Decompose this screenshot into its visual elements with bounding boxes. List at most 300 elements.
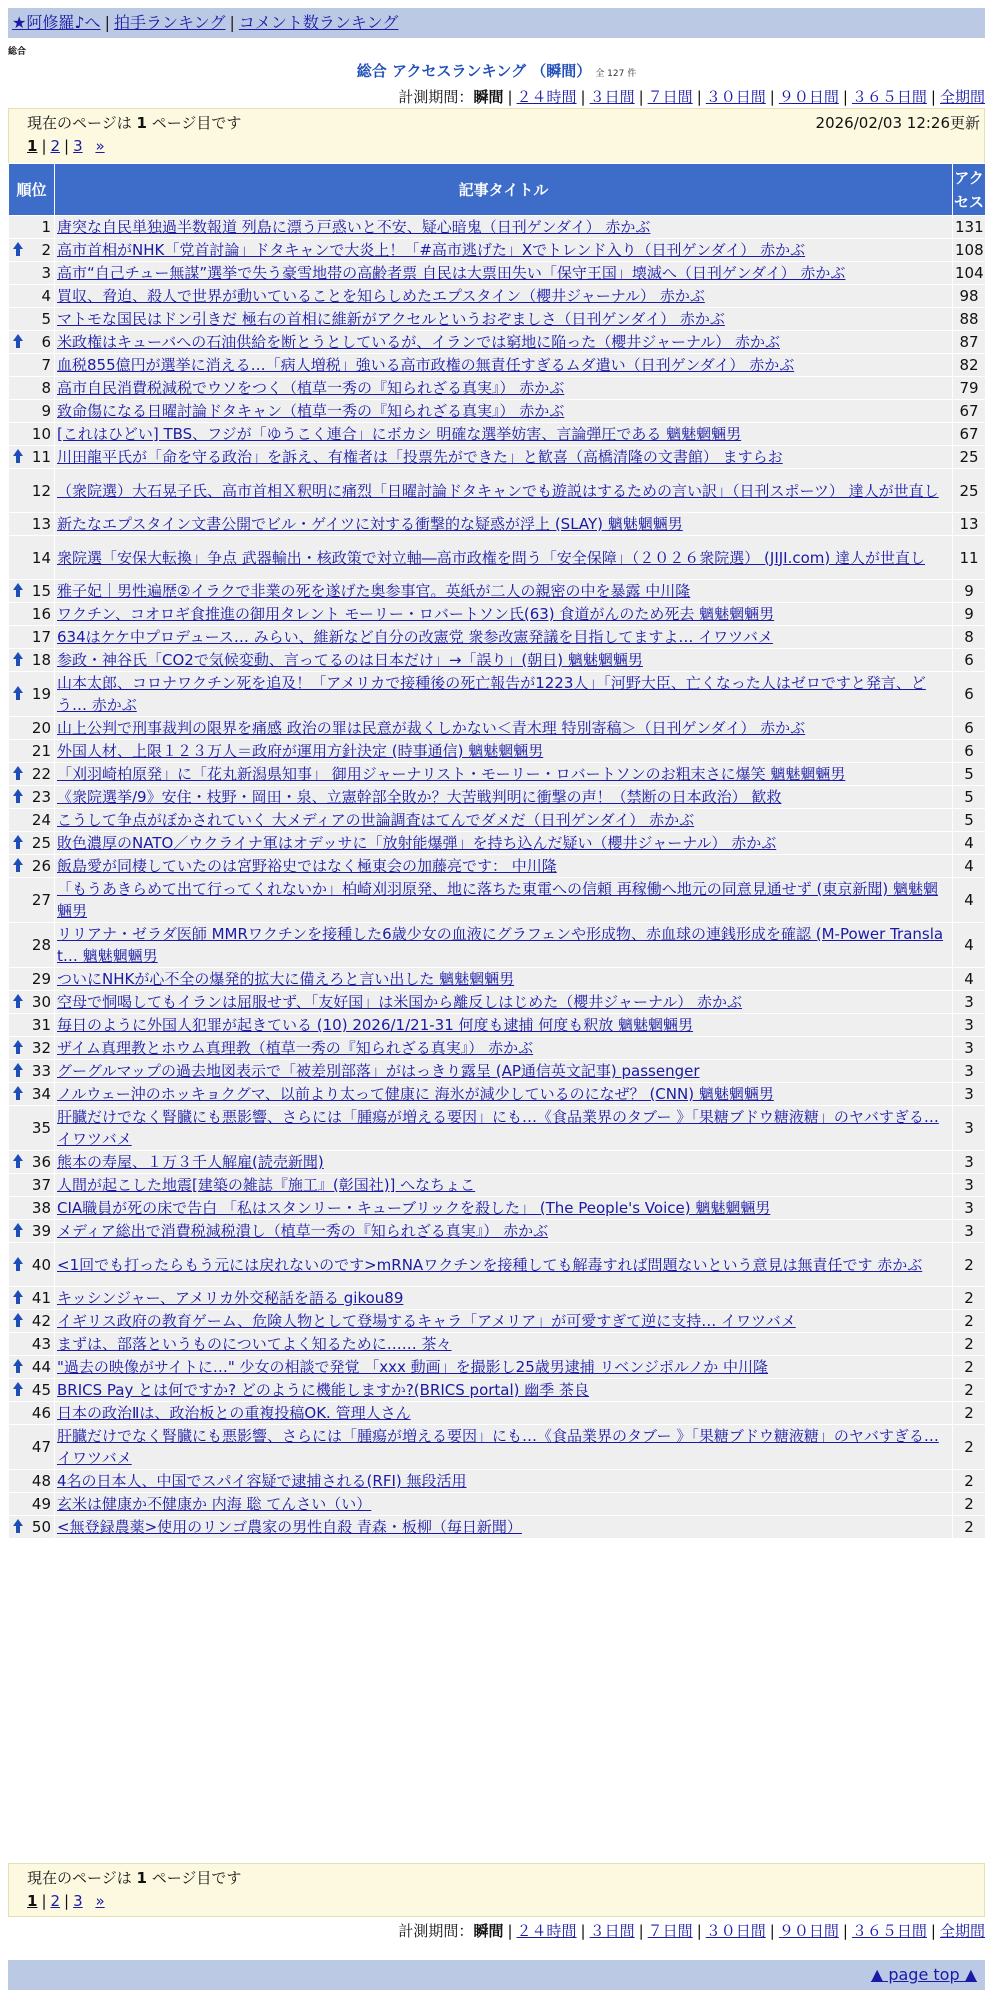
- access-count: 3: [953, 991, 986, 1014]
- table-row: [9, 717, 986, 740]
- article-title-link[interactable]: 日本の政治Ⅱは、政治板との重複投稿OK. 管理人さん: [57, 1404, 411, 1422]
- rank-cell: [9, 1106, 55, 1151]
- table-row: [9, 1470, 986, 1493]
- table-row: [9, 1106, 986, 1151]
- period-selector-bottom: 計測期間：瞬間 | ２４時間 | ３日間 | ７日間 | ３０日間 | ９０日間 | ３６５日間 | 全期間: [398, 1922, 985, 1940]
- article-title-link[interactable]: <無登録農薬>使用のリンゴ農家の男性自殺 青森・板柳（毎日新聞）: [57, 1518, 522, 1536]
- article-title-link[interactable]: メディア総出で消費税減税潰し（植草一秀の『知られざる真実』） 赤かぶ: [57, 1222, 549, 1240]
- table-row: [9, 1151, 986, 1174]
- rank-number: 23: [31, 788, 51, 806]
- title-cell: [55, 1287, 953, 1310]
- article-title-link[interactable]: CIA職員が死の床で告白 「私はスタンリー・キューブリックを殺した」 (The People's Voice) 魑魅魍魎男: [57, 1199, 771, 1217]
- rank-cell: [9, 626, 55, 649]
- title-cell: [55, 809, 953, 832]
- rank-cell: [9, 513, 55, 536]
- article-title-link[interactable]: BRICS Pay とは何ですか? どのように機能しますか?(BRICS portal) 幽季 茶良: [57, 1381, 590, 1399]
- rank-cell: [9, 763, 55, 786]
- article-title-link[interactable]: 高市首相がNHK「党首討論」ドタキャンで大炎上！「#高市逃げた」Xでトレンド入り（日刊ゲンダイ） 赤かぶ: [57, 241, 806, 259]
- title-cell: [55, 400, 953, 423]
- title-cell: [55, 1470, 953, 1493]
- title-cell: [55, 1174, 953, 1197]
- access-count: 4: [953, 878, 986, 923]
- page-link-2[interactable]: 2: [50, 1892, 61, 1910]
- rank-number: 22: [31, 765, 51, 783]
- current-page-number: 1: [136, 114, 147, 132]
- access-count: 88: [953, 308, 986, 331]
- access-count: 4: [953, 832, 986, 855]
- period-link-90d[interactable]: ９０日間: [778, 1922, 839, 1940]
- article-title-link[interactable]: 《衆院選挙/9》安住・枝野・岡田・泉、立憲幹部全敗か？大苦戦判明に衝撃の声！（禁断の日本政治） 歓救: [57, 788, 782, 806]
- rank-number: 19: [31, 685, 51, 703]
- title-cell: [55, 216, 953, 239]
- article-title-link[interactable]: 毎日のように外国人犯罪が起きている (10) 2026/1/21-31 何度も逮捕 何度も釈放 魑魅魍魎男: [57, 1016, 694, 1034]
- period-link-365d[interactable]: ３６５日間: [851, 1922, 927, 1940]
- rank-number: 39: [31, 1222, 51, 1240]
- access-count: 5: [953, 786, 986, 809]
- rank-cell: [9, 239, 55, 262]
- rank-number: 42: [31, 1312, 51, 1330]
- access-count: 108: [953, 239, 986, 262]
- rank-number: 7: [41, 356, 51, 374]
- access-count: 98: [953, 285, 986, 308]
- access-count: 3: [953, 1014, 986, 1037]
- access-count: 3: [953, 1083, 986, 1106]
- article-title-link[interactable]: ノルウェー沖のホッキョクグマ、以前より太って健康に 海氷が減少しているのになぜ？ (CNN) 魑魅魍魎男: [57, 1085, 774, 1103]
- title-cell: [55, 1379, 953, 1402]
- table-row: [9, 1379, 986, 1402]
- table-row: [9, 239, 986, 262]
- rank-cell: [9, 968, 55, 991]
- article-title-link[interactable]: 飯島愛が同棲していたのは宮野裕史ではなく極東会の加藤亮です： 中川隆: [57, 857, 557, 875]
- period-link-3d[interactable]: ３日間: [589, 88, 635, 106]
- page-link-current: 1: [27, 137, 38, 155]
- header-rank: 順位: [9, 164, 55, 216]
- rank-cell: [9, 1470, 55, 1493]
- nav-separator: |: [104, 13, 110, 32]
- rank-cell: [9, 423, 55, 446]
- article-title-link[interactable]: 4名の日本人、中国でスパイ容疑で逮捕される(RFI) 無段活用: [57, 1472, 467, 1490]
- article-title-link[interactable]: 空母で恫喝してもイランは屈服せず、「友好国」は米国から離反しはじめた（櫻井ジャーナル） 赤かぶ: [57, 993, 743, 1011]
- page-title: [0, 60, 993, 81]
- title-cell: [55, 377, 953, 400]
- rank-cell: [9, 1014, 55, 1037]
- table-row: [9, 1287, 986, 1310]
- title-cell: [55, 1151, 953, 1174]
- table-row: [9, 740, 986, 763]
- title-cell: [55, 832, 953, 855]
- access-count: 67: [953, 400, 986, 423]
- rank-cell: [9, 262, 55, 285]
- rank-cell: [9, 1516, 55, 1539]
- table-row: [9, 285, 986, 308]
- ranking-table-body: [9, 216, 986, 1539]
- article-title-link[interactable]: 山本太郎、コロナワクチン死を追及！「アメリカで接種後の死亡報告が1223人」「河野大臣、亡くなった人はゼロですと発言、どう… 赤かぶ: [57, 674, 926, 714]
- period-link-7d[interactable]: ７日間: [647, 1922, 693, 1940]
- title-cell: [55, 1493, 953, 1516]
- rank-number: 6: [41, 333, 51, 351]
- title-cell: [55, 1220, 953, 1243]
- rank-number: 9: [41, 402, 51, 420]
- article-title-link[interactable]: 川田龍平氏が「命を守る政治」を訴え、有権者は「投票先ができた」と歓喜（高橋清隆の文書館） ますらお: [57, 448, 783, 466]
- article-title-link[interactable]: リリアナ・ゼラダ医師 MMRワクチンを接種した6歳少女の血液にグラフェンや形成物、赤血球の連銭形成を確認 (M-Power Translat… 魑魅魍魎男: [57, 925, 944, 965]
- access-count: 6: [953, 717, 986, 740]
- rank-number: 1: [41, 218, 51, 236]
- table-row: [9, 580, 986, 603]
- article-title-link[interactable]: 衆院選「安保大転換」争点 武器輸出・核政策で対立軸―高市政権を問う「安全保障」（２０２６衆院選） (JIJI.com) 達人が世直し: [57, 548, 926, 567]
- rank-number: 20: [31, 719, 51, 737]
- title-cell: [55, 1356, 953, 1379]
- access-count: 2: [953, 1333, 986, 1356]
- table-row: [9, 1402, 986, 1425]
- ranking-table: [8, 163, 986, 1539]
- table-row: [9, 216, 986, 239]
- breadcrumb: 総合: [8, 47, 27, 57]
- article-title-link[interactable]: まずは、部落というものについてよく知るために…… 茶々: [57, 1335, 452, 1353]
- table-row: [9, 513, 986, 536]
- table-row: [9, 991, 986, 1014]
- access-count: 2: [953, 1287, 986, 1310]
- article-title-link[interactable]: 「刈羽崎柏原発」に「花丸新潟県知事」 御用ジャーナリスト・モーリー・ロバートソンのお粗末さに爆笑 魑魅魍魎男: [57, 765, 846, 783]
- rank-number: 27: [31, 891, 51, 909]
- rank-number: 12: [31, 481, 51, 500]
- article-title-link[interactable]: <1回でも打ったらもう元には戻れないのです>mRNAワクチンを接種しても解毒すれば問題ないという意見は無責任です 赤かぶ: [57, 1255, 923, 1274]
- table-row: [9, 1083, 986, 1106]
- rank-cell: [9, 1174, 55, 1197]
- rank-cell: [9, 377, 55, 400]
- nav-link-comment-ranking[interactable]: コメント数ランキング: [238, 13, 399, 32]
- title-cell: [55, 1060, 953, 1083]
- article-title-link[interactable]: 玄米は健康か不健康か 内海 聡 てんさい（い）: [57, 1495, 372, 1513]
- period-selector-top: 計測期間：瞬間 | ２４時間 | ３日間 | ７日間 | ３０日間 | ９０日間 | ３６５日間 | 全期間: [398, 88, 985, 106]
- table-row: [9, 1243, 986, 1287]
- access-count: 131: [953, 216, 986, 239]
- rank-cell: [9, 580, 55, 603]
- table-row: [9, 377, 986, 400]
- rank-number: 8: [41, 379, 51, 397]
- access-count: 2: [953, 1310, 986, 1333]
- title-cell: [55, 991, 953, 1014]
- rank-cell: [9, 1083, 55, 1106]
- rank-cell: [9, 1197, 55, 1220]
- rank-number: 37: [31, 1176, 51, 1194]
- access-count: 3: [953, 1037, 986, 1060]
- rank-cell: [9, 1493, 55, 1516]
- ranking-table-header: [9, 164, 986, 216]
- access-count: 4: [953, 923, 986, 968]
- rank-number: 45: [31, 1381, 51, 1399]
- table-row: [9, 809, 986, 832]
- article-title-link[interactable]: 米政権はキューバへの石油供給を断とうとしているが、イランでは窮地に陥った（櫻井ジャーナル） 赤かぶ: [57, 333, 780, 351]
- period-link-30d[interactable]: ３０日間: [705, 88, 766, 106]
- article-title-link[interactable]: 買収、脅迫、殺人で世界が動いていることを知らしめたエプスタイン（櫻井ジャーナル） 赤かぶ: [57, 287, 705, 305]
- table-row: [9, 968, 986, 991]
- table-row: [9, 354, 986, 377]
- rank-number: 35: [31, 1119, 51, 1137]
- rank-cell: [9, 1243, 55, 1287]
- access-count: 25: [953, 469, 986, 513]
- rank-cell: [9, 536, 55, 580]
- rank-cell: [9, 400, 55, 423]
- rank-number: 18: [31, 651, 51, 669]
- rank-number: 21: [31, 742, 51, 760]
- rank-cell: [9, 1333, 55, 1356]
- article-title-link[interactable]: 雅子妃｜男性遍歴②イラクで非業の死を遂げた奥参事官。英紙が二人の親密の中を暴露 中川隆: [57, 582, 691, 600]
- period-label: 計測期間：: [398, 88, 474, 106]
- article-title-link[interactable]: 人間が起こした地震[建築の雑誌『施工』(彰国社)] へなちょこ: [57, 1176, 476, 1194]
- title-cell: [55, 740, 953, 763]
- table-row: [9, 763, 986, 786]
- table-row: [9, 1516, 986, 1539]
- rank-number: 38: [31, 1199, 51, 1217]
- pager-top: [8, 108, 985, 164]
- article-title-link[interactable]: 山上公判で刑事裁判の限界を痛感 政治の罪は民意が裁くしかない＜青木理 特別寄稿＞（日刊ゲンダイ） 赤かぶ: [57, 719, 806, 737]
- table-row: [9, 1037, 986, 1060]
- article-title-link[interactable]: ザイム真理教とホウム真理教（植草一秀の『知られざる真実』） 赤かぶ: [57, 1039, 534, 1057]
- rank-cell: [9, 649, 55, 672]
- rank-number: 36: [31, 1153, 51, 1171]
- article-title-link[interactable]: 血税855億円が選挙に消える…「病人増税」強いる高市政権の無責任すぎるムダ遣い（日刊ゲンダイ） 赤かぶ: [57, 356, 795, 374]
- table-row: [9, 923, 986, 968]
- title-cell: [55, 580, 953, 603]
- current-page-number: 1: [136, 1869, 147, 1887]
- rank-number: 40: [31, 1255, 51, 1274]
- access-count: 2: [953, 1402, 986, 1425]
- title-cell: [55, 1516, 953, 1539]
- table-row: [9, 1333, 986, 1356]
- rank-cell: [9, 1287, 55, 1310]
- rank-cell: [9, 991, 55, 1014]
- table-row: [9, 1356, 986, 1379]
- title-cell: [55, 1014, 953, 1037]
- table-row: [9, 855, 986, 878]
- period-label: 計測期間：: [398, 1922, 474, 1940]
- title-cell: [55, 1197, 953, 1220]
- title-cell: [55, 672, 953, 717]
- title-cell: [55, 878, 953, 923]
- article-title-link[interactable]: 唐突な自民単独過半数報道 列島に漂う戸惑いと不安、疑心暗鬼（日刊ゲンダイ） 赤かぶ: [57, 218, 651, 236]
- page-link-2[interactable]: 2: [50, 137, 61, 155]
- updated-timestamp: 2026/02/03 12:26更新: [815, 114, 980, 132]
- rank-number: 28: [31, 936, 51, 954]
- nav-link-clap-ranking[interactable]: 拍手ランキング: [113, 13, 226, 32]
- period-link-90d[interactable]: ９０日間: [778, 88, 839, 106]
- title-cell: [55, 446, 953, 469]
- period-current: 瞬間: [473, 88, 504, 106]
- rank-cell: [9, 672, 55, 717]
- rank-cell: [9, 308, 55, 331]
- table-row: [9, 672, 986, 717]
- article-title-link[interactable]: ついにNHKが心不全の爆発的拡大に備えろと言い出した 魑魅魍魎男: [57, 970, 515, 988]
- rank-number: 3: [41, 264, 51, 282]
- article-title-link[interactable]: "過去の映像がサイトに…" 少女の相談で発覚 「xxx 動画」を撮影し25歳男逮捕 リベンジポルノか 中川隆: [57, 1358, 769, 1376]
- article-title-link[interactable]: 「もうあきらめて出て行ってくれないか」柏崎刈羽原発、地に落ちた東電への信頼 再稼働へ地元の同意見通せず (東京新聞) 魑魅魍魎男: [57, 880, 939, 920]
- article-title-link[interactable]: 634はケケ中プロデュース… みらい、維新など自分の改憲党 衆参改憲発議を目指してますよ… イワツバメ: [57, 628, 773, 646]
- access-count: 67: [953, 423, 986, 446]
- title-cell: [55, 626, 953, 649]
- rank-cell: [9, 285, 55, 308]
- period-link-all[interactable]: 全期間: [939, 1922, 985, 1940]
- access-count: 5: [953, 809, 986, 832]
- table-row: [9, 262, 986, 285]
- period-link-365d[interactable]: ３６５日間: [851, 88, 927, 106]
- table-row: [9, 1014, 986, 1037]
- period-current: 瞬間: [473, 1922, 504, 1940]
- rank-number: 2: [41, 241, 51, 259]
- rank-number: 41: [31, 1289, 51, 1307]
- period-link-7d[interactable]: ７日間: [647, 88, 693, 106]
- rank-cell: [9, 331, 55, 354]
- title-cell: [55, 513, 953, 536]
- rank-number: 30: [31, 993, 51, 1011]
- page-link-current: 1: [27, 1892, 38, 1910]
- period-link-30d[interactable]: ３０日間: [705, 1922, 766, 1940]
- access-count: 6: [953, 672, 986, 717]
- article-title-link[interactable]: 肝臓だけでなく腎臓にも悪影響、さらには「腫瘍が増える要因」にも…《食品業界のタブー 》「果糖ブドウ糖液糖」のヤバすぎる… イワツバメ: [57, 1108, 939, 1148]
- title-cell: [55, 1083, 953, 1106]
- rank-number: 25: [31, 834, 51, 852]
- page-link-next[interactable]: »: [95, 1892, 105, 1910]
- rank-cell: [9, 1425, 55, 1470]
- article-title-link[interactable]: 敗色濃厚のNATO／ウクライナ軍はオデッサに「放射能爆弾」を持ち込んだ疑い（櫻井ジャーナル） 赤かぶ: [57, 834, 777, 852]
- rank-number: 49: [31, 1495, 51, 1513]
- access-count: 2: [953, 1379, 986, 1402]
- rank-cell: [9, 832, 55, 855]
- nav-separator: |: [229, 13, 235, 32]
- top-nav-bar: [8, 8, 985, 38]
- rank-number: 31: [31, 1016, 51, 1034]
- article-title-link[interactable]: 高市“自己チュー無謀”選挙で失う豪雪地帯の高齢者票 自民は大票田失い「保守王国」壊滅へ（日刊ゲンダイ） 赤かぶ: [57, 264, 846, 282]
- rank-number: 16: [31, 605, 51, 623]
- access-count: 2: [953, 1356, 986, 1379]
- access-count: 87: [953, 331, 986, 354]
- title-cell: [55, 1402, 953, 1425]
- rank-number: 32: [31, 1039, 51, 1057]
- rank-number: 13: [31, 515, 51, 533]
- period-link-24h[interactable]: ２４時間: [516, 1922, 577, 1940]
- rank-cell: [9, 717, 55, 740]
- article-title-link[interactable]: ワクチン、コオロギ食推進の御用タレント モーリー・ロバートソン氏(63) 食道がんのため死去 魑魅魍魎男: [57, 605, 775, 623]
- access-count: 5: [953, 763, 986, 786]
- title-cell: [55, 763, 953, 786]
- access-count: 2: [953, 1516, 986, 1539]
- rank-number: 14: [31, 548, 51, 567]
- table-row: [9, 308, 986, 331]
- period-link-all[interactable]: 全期間: [939, 88, 985, 106]
- rank-number: 26: [31, 857, 51, 875]
- rank-cell: [9, 216, 55, 239]
- page-link-3[interactable]: 3: [73, 137, 83, 155]
- article-title-link[interactable]: 新たなエプスタイン文書公開でビル・ゲイツに対する衝撃的な疑惑が浮上 (SLAY) 魑魅魍魎男: [57, 515, 683, 533]
- title-cell: [55, 423, 953, 446]
- access-count: 13: [953, 513, 986, 536]
- rank-cell: [9, 1356, 55, 1379]
- rank-number: 46: [31, 1404, 51, 1422]
- access-count: 9: [953, 580, 986, 603]
- rank-cell: [9, 354, 55, 377]
- footer-bar: [8, 1960, 985, 1990]
- page-top-link[interactable]: ▲ page top ▲: [870, 1965, 977, 1984]
- rank-cell: [9, 740, 55, 763]
- article-title-link[interactable]: こうして争点がぼかされていく 大メディアの世論調査はてんでダメだ（日刊ゲンダイ） 赤かぶ: [57, 811, 695, 829]
- table-row: [9, 626, 986, 649]
- article-title-link[interactable]: マトモな国民はドン引きだ 極右の首相に維新がアクセルというおぞましさ（日刊ゲンダイ） 赤かぶ: [57, 310, 725, 328]
- access-count: 9: [953, 603, 986, 626]
- table-row: [9, 536, 986, 580]
- title-cell: [55, 717, 953, 740]
- rank-cell: [9, 1402, 55, 1425]
- table-row: [9, 603, 986, 626]
- article-title-link[interactable]: 致命傷になる日曜討論ドタキャン（植草一秀の『知られざる真実』） 赤かぶ: [57, 402, 565, 420]
- rank-cell: [9, 446, 55, 469]
- page-link-3[interactable]: 3: [73, 1892, 83, 1910]
- title-cell: [55, 239, 953, 262]
- table-row: [9, 649, 986, 672]
- title-cell: [55, 786, 953, 809]
- access-count: 11: [953, 536, 986, 580]
- article-title-link[interactable]: （衆院選）大石晃子氏、高市首相Ｘ釈明に痛烈「日曜討論ドタキャンでも遊説はするための言い訳」（日刊スポーツ） 達人が世直し: [57, 481, 939, 500]
- table-row: [9, 1174, 986, 1197]
- article-title-link[interactable]: 肝臓だけでなく腎臓にも悪影響、さらには「腫瘍が増える要因」にも…《食品業界のタブー 》「果糖ブドウ糖液糖」のヤバすぎる… イワツバメ: [57, 1427, 939, 1467]
- title-cell: [55, 1243, 953, 1287]
- title-cell: [55, 1037, 953, 1060]
- article-title-link[interactable]: グーグルマップの過去地図表示で「被差別部落」がはっきり露呈 (AP通信英文記事) passenger: [57, 1062, 700, 1080]
- rank-number: 33: [31, 1062, 51, 1080]
- rank-number: 5: [41, 310, 51, 328]
- table-row: [9, 786, 986, 809]
- access-count: 3: [953, 1174, 986, 1197]
- period-link-24h[interactable]: ２４時間: [516, 88, 577, 106]
- page-title-text: 総合 アクセスランキング （瞬間）: [356, 62, 592, 80]
- header-access: アクセス: [953, 164, 986, 216]
- access-count: 2: [953, 1493, 986, 1516]
- article-title-link[interactable]: [これはひどい] TBS、フジが「ゆうこく連合」にボカシ 明確な選挙妨害、言論弾圧である 魑魅魍魎男: [57, 425, 742, 443]
- article-title-link[interactable]: 外国人材、上限１２３万人＝政府が運用方針決定 (時事通信) 魑魅魍魎男: [57, 742, 544, 760]
- article-title-link[interactable]: 参政・神谷氏「CO2で気候変動、言ってるのは日本だけ」→「誤り」(朝日) 魑魅魍魎男: [57, 651, 643, 669]
- article-title-link[interactable]: キッシンジャー、アメリカ外交秘話を語る gikou89: [57, 1289, 404, 1307]
- rank-cell: [9, 1220, 55, 1243]
- access-count: 2: [953, 1243, 986, 1287]
- article-title-link[interactable]: イギリス政府の教育ゲーム、危険人物として登場するキャラ「アメリア」が可愛すぎて逆に支持… イワツバメ: [57, 1312, 796, 1330]
- table-row: [9, 446, 986, 469]
- rank-cell: [9, 469, 55, 513]
- table-row: [9, 469, 986, 513]
- rank-cell: [9, 603, 55, 626]
- title-cell: [55, 1333, 953, 1356]
- access-count: 2: [953, 1470, 986, 1493]
- article-title-link[interactable]: 高市自民消費税減税でウソをつく（植草一秀の『知られざる真実』） 赤かぶ: [57, 379, 565, 397]
- title-cell: [55, 923, 953, 968]
- page-link-next[interactable]: »: [95, 137, 105, 155]
- nav-link-asyura-home[interactable]: ★阿修羅♪へ: [12, 13, 101, 32]
- access-count: 3: [953, 1220, 986, 1243]
- table-row: [9, 331, 986, 354]
- article-title-link[interactable]: 熊本の寿屋、１万３千人解雇(読売新聞): [57, 1153, 324, 1171]
- rank-number: 48: [31, 1472, 51, 1490]
- rank-number: 50: [31, 1518, 51, 1536]
- rank-cell: [9, 1151, 55, 1174]
- rank-cell: [9, 1037, 55, 1060]
- table-row: [9, 832, 986, 855]
- total-count: 全 127 件: [595, 69, 637, 79]
- rank-number: 11: [31, 448, 51, 466]
- access-count: 4: [953, 855, 986, 878]
- rank-cell: [9, 1060, 55, 1083]
- table-row: [9, 1220, 986, 1243]
- period-link-3d[interactable]: ３日間: [589, 1922, 635, 1940]
- access-count: 82: [953, 354, 986, 377]
- rank-number: 15: [31, 582, 51, 600]
- pager-info: 現在のページは 1 ページ目です: [27, 114, 242, 132]
